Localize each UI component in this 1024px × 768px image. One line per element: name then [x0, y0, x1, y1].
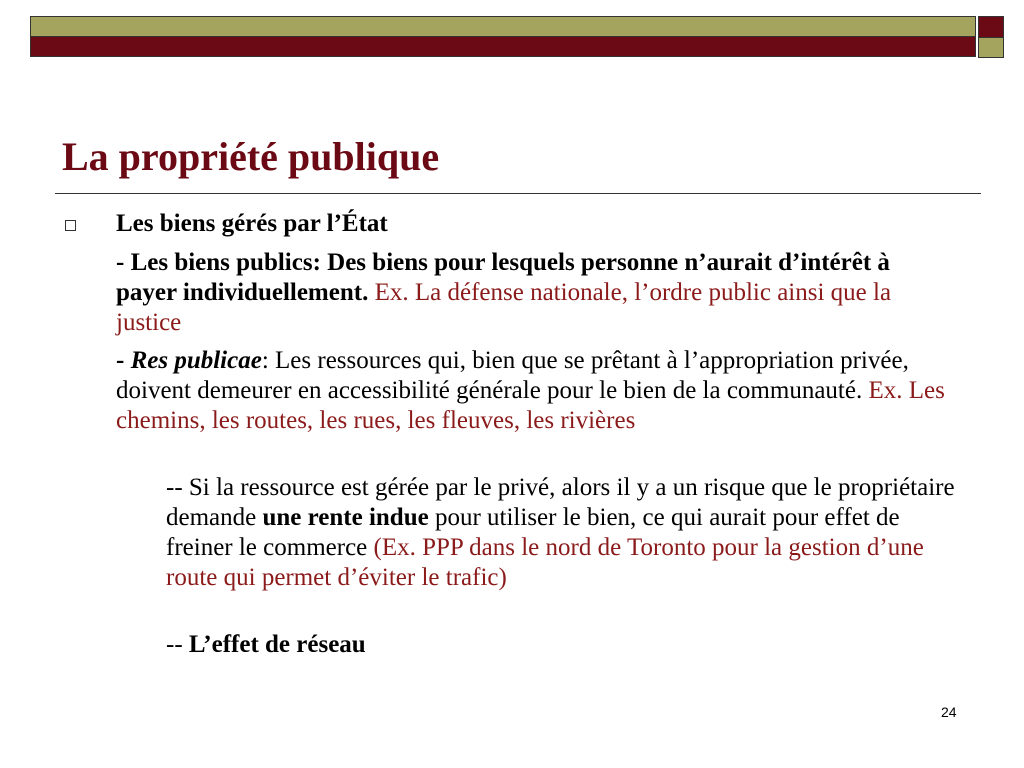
effet-reseau-term: L’effet de réseau: [188, 631, 366, 658]
header-olive-stripe: [30, 16, 976, 37]
paragraph-risque-prive: [166, 473, 966, 593]
paragraph-res-publicae: [116, 346, 946, 436]
risque-text-start: -- Si la ressource est gérée par le privé, alors il y a un risque que le propriétaire demande: [166, 474, 955, 531]
header-maroon-stripe: [30, 37, 976, 57]
paragraph-effet-reseau: [166, 630, 366, 660]
corner-maroon-square: [978, 16, 1004, 38]
rente-indue-term: une rente indue: [262, 504, 429, 531]
effet-reseau-dash: --: [166, 631, 189, 658]
biens-publics-example: Ex. La défense nationale, l’ordre public ainsi que la justice: [116, 279, 892, 336]
ppp-toronto-example: (Ex. PPP dans le nord de Toronto pour la gestion d’une route qui permet d’éviter le trafic): [166, 534, 924, 591]
risque-text-end: pour utiliser le bien, ce qui aurait pour effet de freiner le commerce: [166, 504, 900, 561]
slide-title: La propriété publique: [62, 134, 440, 179]
square-bullet-icon: [65, 220, 76, 231]
header-decoration-bar: [30, 16, 978, 56]
page-number: 24: [941, 704, 957, 720]
corner-olive-square: [978, 38, 1004, 58]
res-publicae-dash: -: [116, 347, 131, 374]
res-publicae-definition: : Les ressources qui, bien que se prêtant à l’appropriation privée, doivent demeurer en accessibilité générale pour le bien de la communauté.: [116, 347, 909, 404]
title-divider: [55, 193, 981, 194]
res-publicae-term: Res publicae: [130, 347, 262, 374]
biens-publics-definition: - Les biens publics: Des biens pour lesquels personne n’aurait d’intérêt à payer individuellement.: [116, 249, 890, 306]
paragraph-biens-publics: [116, 248, 946, 338]
res-publicae-example: Ex. Les chemins, les routes, les rues, les fleuves, les rivières: [116, 377, 945, 434]
bullet-heading: Les biens gérés par l’État: [116, 210, 388, 237]
